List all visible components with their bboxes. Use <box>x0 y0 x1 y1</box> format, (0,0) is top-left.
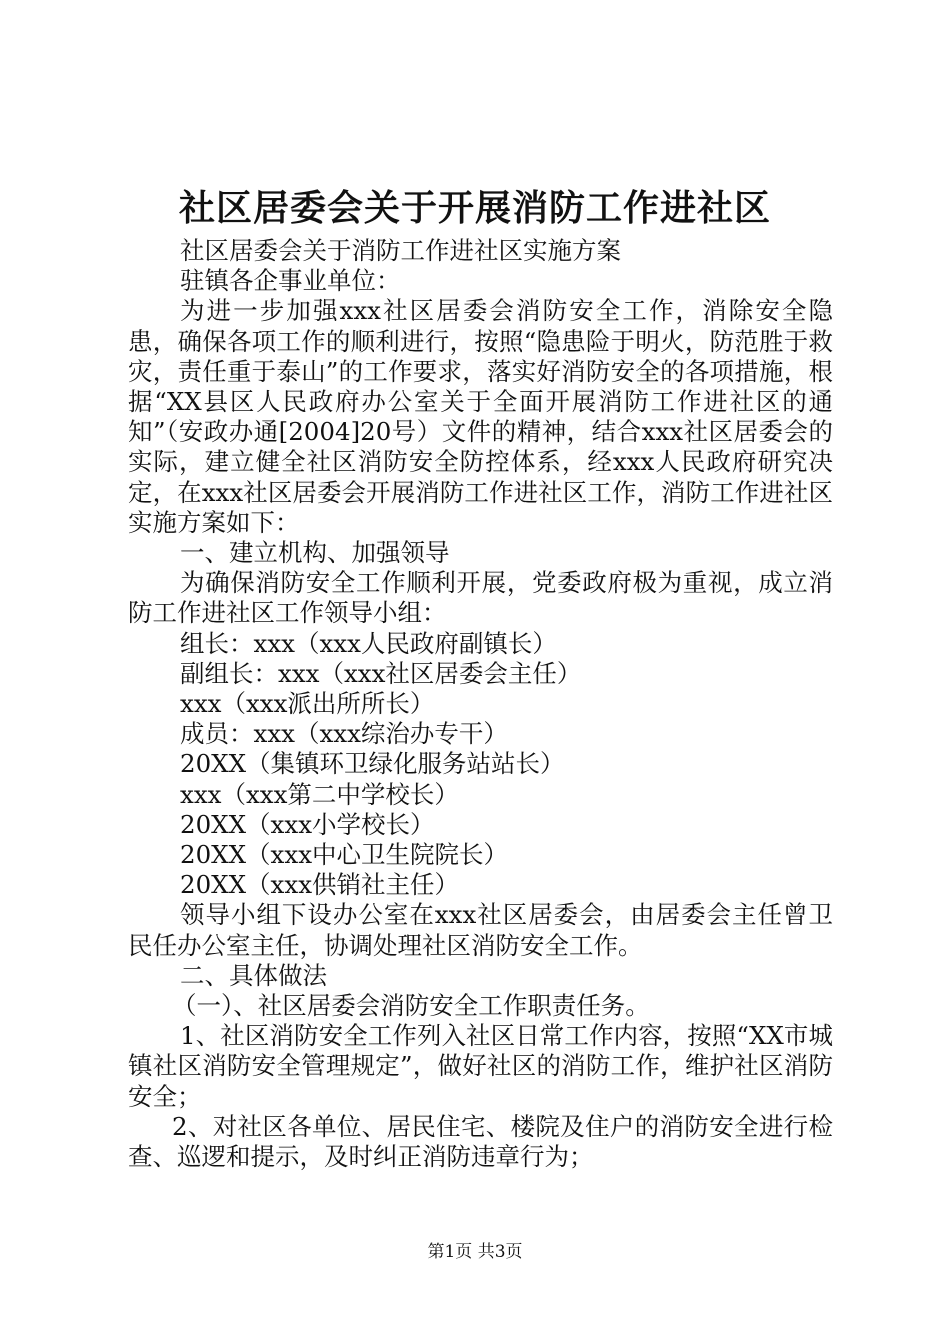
member-members: 成员：xxx（xxx综治办专干） <box>180 719 508 749</box>
paragraph-salutation: 驻镇各企事业单位： <box>180 266 401 296</box>
member-deputy-2: xxx（xxx派出所所长） <box>180 689 435 719</box>
subsection-heading-1: （一）、社区居委会消防安全工作职责任务。 <box>172 991 650 1021</box>
member-deputy: 副组长：xxx（xxx社区居委会主任） <box>180 658 582 688</box>
member-primary-school: 20XX（xxx小学校长） <box>180 809 435 839</box>
paragraph-intro: 为进一步加强xxx社区居委会消防安全工作，消除安全隐患，确保各项工作的顺利进行，按照“隐患险于明火，防范胜于救灾，责任重于泰山”的工作要求，落实好消防安全的各项措施，根据“XX县区人民政府办公室关于全面开展消防工作进社区的通知”（安政办通[2004]20号）文件的精神，结合xxx社区居委会的实际，建立健全社区消防安全防控体系，经xxx人民政府研究决定，在xxx社区居委会开展消防工作进社区工作，消防工作进社区实施方案如下： <box>128 296 834 537</box>
paragraph-leadership: 为确保消防安全工作顺利开展，党委政府极为重视，成立消防工作进社区工作领导小组： <box>128 568 833 628</box>
document-title: 社区居委会关于开展消防工作进社区 <box>178 187 771 229</box>
page-footer: 第1页 共3页 <box>427 1242 523 1262</box>
member-leader: 组长：xxx（xxx人民政府副镇长） <box>180 628 557 658</box>
list-item-2: 2、对社区各单位、居民住宅、楼院及住户的消防安全进行检查、巡逻和提示，及时纠正消防违章行为； <box>128 1111 833 1172</box>
member-middle-school: xxx（xxx第二中学校长） <box>180 779 459 809</box>
list-item-1: 1、社区消防安全工作列入社区日常工作内容，按照“XX市城镇社区消防安全管理规定”，做好社区的消防工作，维护社区消防安全； <box>128 1021 833 1111</box>
section-heading-1: 一、建立机构、加强领导 <box>180 538 450 568</box>
paragraph-plan-title: 社区居委会关于消防工作进社区实施方案 <box>180 236 621 265</box>
document-body <box>128 236 833 1172</box>
section-heading-2: 二、具体做法 <box>180 960 327 990</box>
member-supply-coop: 20XX（xxx供销社主任） <box>180 870 460 900</box>
paragraph-office: 领导小组下设办公室在xxx社区居委会，由居委会主任曾卫民任办公室主任，协调处理社区消防安全工作。 <box>128 900 833 960</box>
member-hospital: 20XX（xxx中心卫生院院长） <box>180 840 509 870</box>
member-sanitation: 20XX（集镇环卫绿化服务站站长） <box>180 749 565 779</box>
